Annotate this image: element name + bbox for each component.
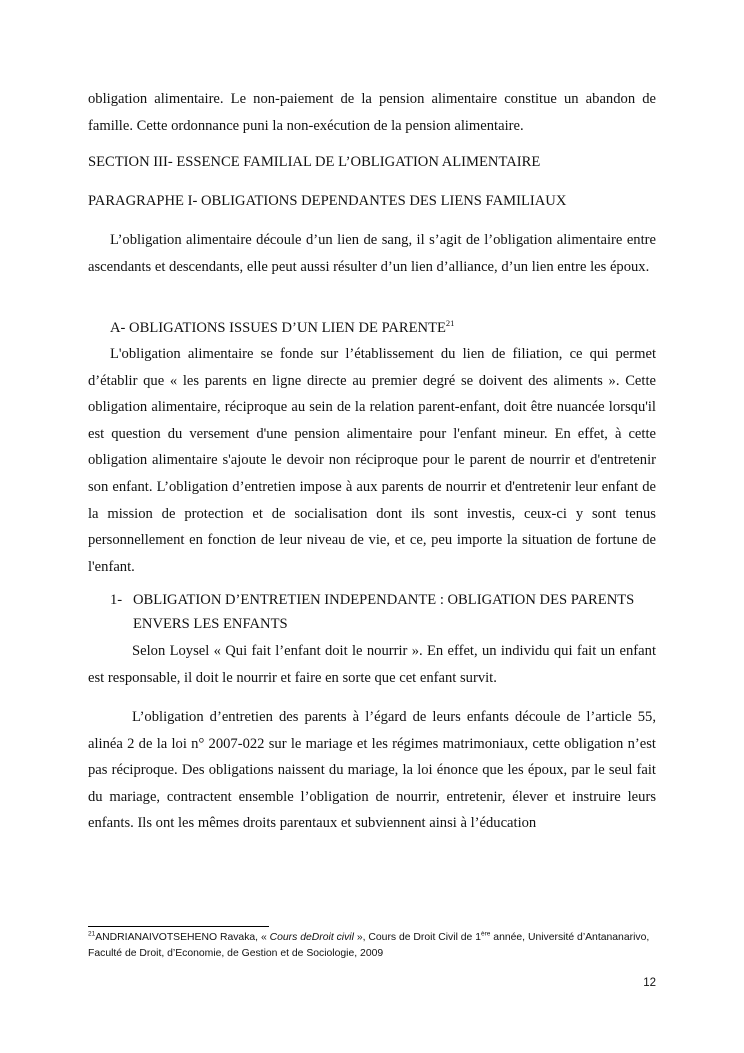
footnote-ref: 21 <box>445 318 455 329</box>
item1-heading-line1: OBLIGATION D’ENTRETIEN INDEPENDANTE : OBLIGATION DES PARENTS <box>133 592 635 608</box>
footnote-title: Cours deDroit civil <box>269 932 354 943</box>
footnote-divider <box>88 926 269 927</box>
footnote-after-title: », Cours de Droit Civil de 1 <box>353 932 481 943</box>
page-number: 12 <box>643 977 656 989</box>
item1-number: 1- <box>110 592 123 608</box>
footnote <box>88 930 658 962</box>
paragraph-heading: PARAGRAPHE I- OBLIGATIONS DEPENDANTES DES LIENS FAMILIAUX <box>88 193 567 209</box>
subsection-a-heading-text: A- OBLIGATIONS ISSUES D’UN LIEN DE PARENTE <box>110 320 446 336</box>
paragraph-filiation: L'obligation alimentaire se fonde sur l’établissement du lien de filiation, ce qui permet d’établir que « les parents en ligne directe au premier degré se doivent des aliments ». Cette obligation alimentaire, réciproque au sein de la relation parent-enfant, doit être nuancée lorsqu'il est question du versement d'une pension alimentaire pour l'enfant mineur. En effet, à cette obligation alimentaire s'ajoute le devoir non réciproque pour le parent de nourrir et d'entretenir son enfant. L’obligation d’entretien impose à aux parents de nourrir et d'entretenir leur enfant de la mission de protection et de socialisation dont ils sont investis, ceux-ci y sont tenus personnellement en fonction de leur niveau de vie, et ce, peu importe la situation de fortune de l'enfant. <box>88 346 656 575</box>
paragraph-loysel: Selon Loysel « Qui fait l’enfant doit le nourrir ». En effet, un individu qui fait un enfant est responsable, il doit le nourrir et faire en sorte que cet enfant survit. <box>88 643 656 686</box>
paragraph-intro: obligation alimentaire. Le non-paiement de la pension alimentaire constitue un abandon de famille. Cette ordonnance puni la non-exécution de la pension alimentaire. <box>88 91 656 134</box>
paragraph-lien: L’obligation alimentaire découle d’un lien de sang, il s’agit de l’obligation alimentaire entre ascendants et descendants, elle peut aussi résulter d’un lien d’alliance, d’un lien entre les époux. <box>88 232 656 275</box>
footnote-rest: année, Université d’Antananarivo, Faculté de Droit, d’Economie, de Gestion et de Sociologie, 2009 <box>88 932 650 959</box>
item1-heading-line2: ENVERS LES ENFANTS <box>133 616 288 632</box>
footnote-ordinal: ère <box>481 930 491 938</box>
section-heading: SECTION III- ESSENCE FAMILIAL DE L’OBLIGATION ALIMENTAIRE <box>88 154 541 170</box>
subsection-a-heading <box>110 318 454 338</box>
footnote-number: 21 <box>88 930 96 938</box>
paragraph-article: L’obligation d’entretien des parents à l’égard de leurs enfants découle de l’article 55, alinéa 2 de la loi n° 2007-022 sur le mariage et les régimes matrimoniaux, cette obligation n’est pas réciproque. Des obligations naissent du mariage, la loi énonce que les époux, par le seul fait du mariage, contractent ensemble l’obligation de nourrir, entretenir, élever et instruire leurs enfants. Ils ont les mêmes droits parentaux et subviennent ainsi à l’éducation <box>88 709 656 832</box>
footnote-author: ANDRIANAIVOTSEHENO Ravaka, « <box>95 932 270 943</box>
